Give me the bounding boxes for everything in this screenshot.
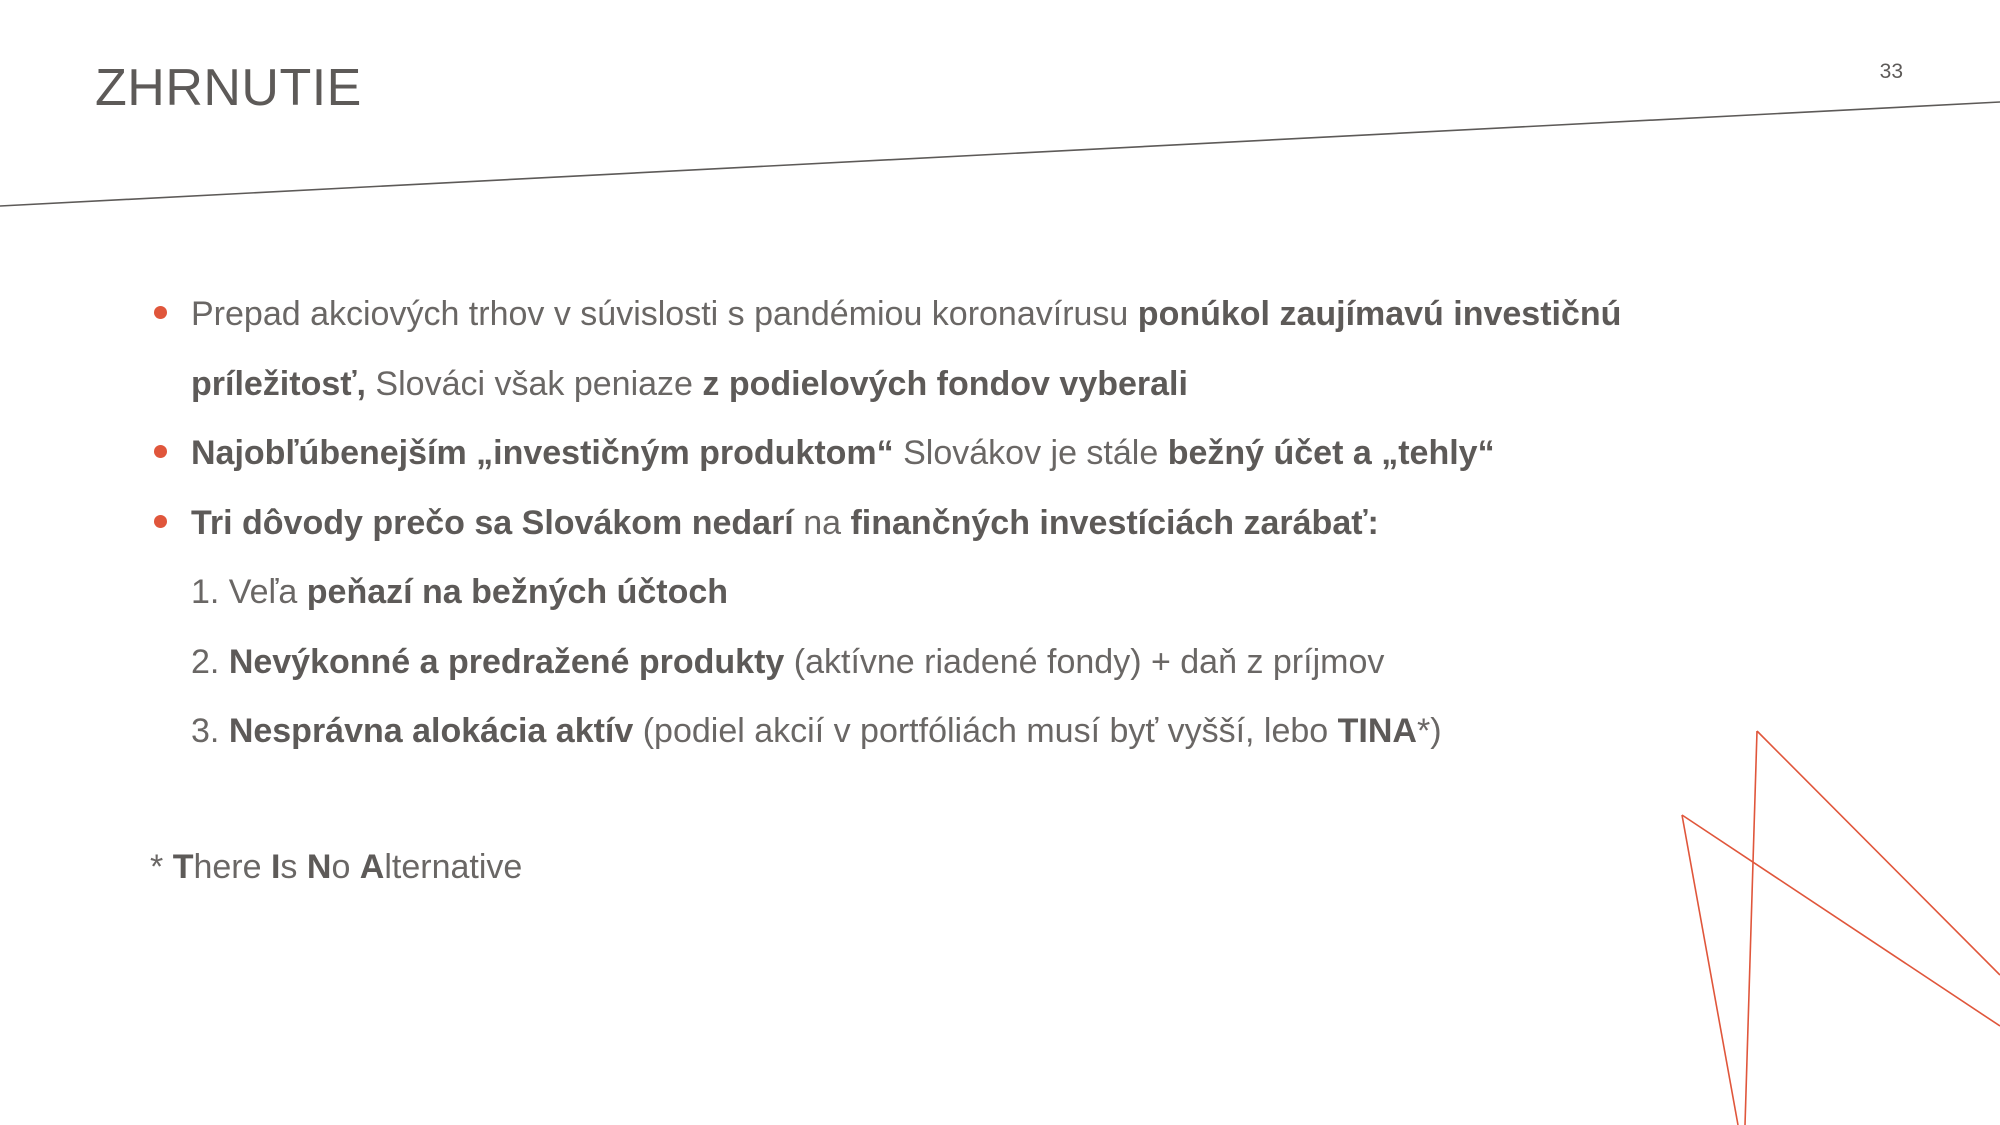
footnote-text: s [280, 848, 307, 886]
summary-content [150, 280, 1710, 767]
footnote-initial: N [306, 848, 332, 886]
footnote-text: here [193, 848, 271, 886]
bullet-emphasis: ponúkol zaujímavú investičnú príležitosť, [191, 295, 1622, 403]
bullet-text: Slovákov je stále [893, 434, 1168, 472]
reason-item [150, 558, 1710, 628]
reason-text: (aktívne riadené fondy) + daň z príjmov [784, 642, 1385, 681]
footnote-text: * [150, 848, 173, 886]
bullet-emphasis: finančných investíciách zarábať: [850, 503, 1379, 542]
reason-emphasis: Nevýkonné a predražené produkty [228, 642, 785, 681]
bullet-dot-icon [154, 445, 167, 458]
bullet-item [150, 489, 1710, 559]
reason-text: 3. [191, 712, 229, 750]
reason-text: 1. Veľa [191, 573, 307, 611]
slide-title: ZHRNUTIE [95, 59, 362, 117]
page-number: 33 [1879, 60, 1903, 83]
reason-text: 2. [191, 642, 229, 681]
bullet-text: na [793, 503, 851, 542]
footnote-text: lternative [384, 848, 523, 886]
footnote-initial: T [172, 848, 194, 886]
reason-emphasis: peňazí na bežných účtoch [306, 573, 729, 611]
reason-text: *) [1416, 712, 1442, 750]
bullet-emphasis: Najobľúbenejším „investičným produktom“ [191, 434, 894, 472]
accent-line-1 [1757, 731, 2000, 975]
reason-emphasis: Nesprávna alokácia aktív [228, 712, 634, 750]
bullet-emphasis: bežný účet a „tehly“ [1167, 434, 1495, 472]
reason-emphasis: TINA [1337, 712, 1417, 750]
footnote-text: o [331, 848, 360, 886]
footnote [150, 845, 522, 889]
bullet-dot-icon [154, 515, 167, 528]
footnote-initial: I [270, 848, 281, 886]
reason-item [150, 628, 1710, 698]
bullet-item [150, 280, 1710, 419]
footnote-initial: A [359, 848, 385, 886]
accent-line-3 [1682, 815, 1738, 1125]
bullet-emphasis: z podielových fondov vyberali [702, 364, 1188, 403]
accent-line-4 [1682, 815, 2000, 1026]
bullet-emphasis: Tri dôvody prečo sa Slovákom nedarí [191, 503, 794, 542]
accent-line-2 [1745, 731, 1757, 1125]
reason-text: (podiel akcií v portfóliách musí byť vyšší, lebo [633, 712, 1338, 750]
bullet-dot-icon [154, 306, 167, 319]
reason-item [150, 697, 1710, 767]
bullet-text: Prepad akciových trhov v súvislosti s pandémiou koronavírusu [191, 295, 1138, 333]
bullet-text: Slováci však peniaze [365, 364, 703, 403]
bullet-item [150, 419, 1710, 489]
